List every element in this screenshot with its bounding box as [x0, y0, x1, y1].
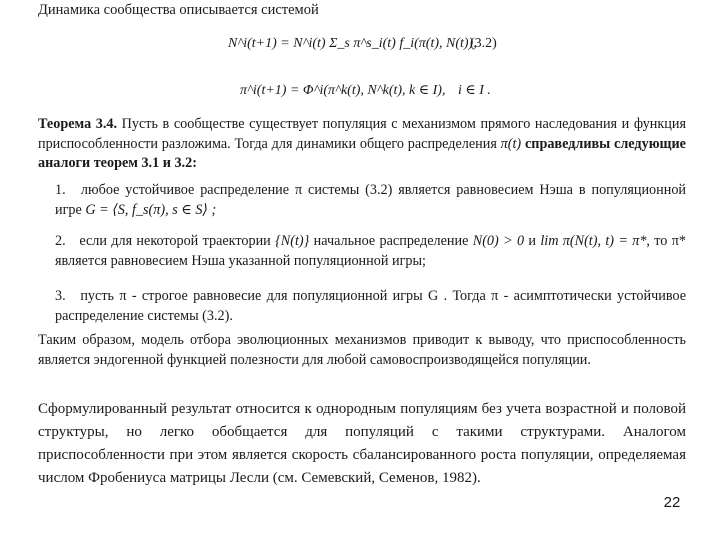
theorem-symbol: π(t) — [500, 135, 522, 152]
item-number: 3. — [55, 288, 66, 304]
item-text: пусть π - строгое равновесие для популяционной игры G . Тогда π - асимптотически устойчивое распределение системы (3.2). — [55, 288, 687, 324]
item-formula-c: lim π(N(t), t) = π* — [540, 233, 647, 249]
intro-text: Динамика сообщества описывается системой — [38, 2, 319, 18]
list-item-3 — [55, 287, 686, 326]
item-text-c: и — [528, 233, 536, 249]
item-text: любое устойчивое распределение π системы (3.2) является равновесием Нэша в популяционной игре — [55, 182, 687, 218]
item-formula: G = ⟨S, f_s(π), s ∈ S⟩ ; — [85, 201, 217, 218]
equation-condition: i ∈ I . — [458, 83, 491, 98]
theorem-tail: справедливы следующие аналоги теорем 3.1 и 3.2: — [38, 135, 686, 171]
final-paragraph: Сформулированный результат относится к однородным популяциям без учета возрастной и половой структуры, но легко обобщается для популяций с такими структурами. Аналогом приспособленности при этом является скорость сбалансированного роста популяции, определяемая числом Фробениуса матрицы Лесли (см. Семевский, Семенов, 1982). — [38, 401, 686, 486]
item-text-a: если для некоторой траектории — [79, 233, 271, 249]
item-formula-a: {N(t)} — [275, 233, 310, 249]
item-text-d: , то π* является равновесием Нэша указанной популяционной игры; — [55, 233, 686, 269]
conclusion-paragraph: Таким образом, модель отбора эволюционных механизмов приводит к выводу, что приспособленность является эндогенной функцией полезности для любой самовоспроизводящейся популяции. — [38, 332, 686, 368]
page-number: 22 — [663, 494, 681, 511]
list-item-2 — [55, 232, 686, 271]
item-number: 2. — [55, 233, 66, 249]
equation-3-2: N^i(t+1) = N^i(t) Σ_s π^s_i(t) f_i(π(t), N(t)), — [228, 36, 477, 51]
item-number: 1. — [55, 182, 66, 198]
list-item-1 — [55, 181, 686, 220]
equation-label: (3.2) — [470, 36, 497, 51]
theorem-text: Пусть в сообществе существует популяция с механизмом прямого наследования и функция приспособленности разложима. Тогда для динамики общего распределения — [38, 116, 687, 152]
item-text-b: начальное распределение — [313, 233, 469, 249]
equation-phi: π^i(t+1) = Φ^i(π^k(t), N^k(t), k ∈ I), — [240, 83, 446, 98]
theorem-paragraph — [38, 115, 686, 174]
theorem-label: Теорема 3.4. — [38, 116, 118, 132]
item-formula-b: N(0) > 0 — [472, 233, 525, 249]
